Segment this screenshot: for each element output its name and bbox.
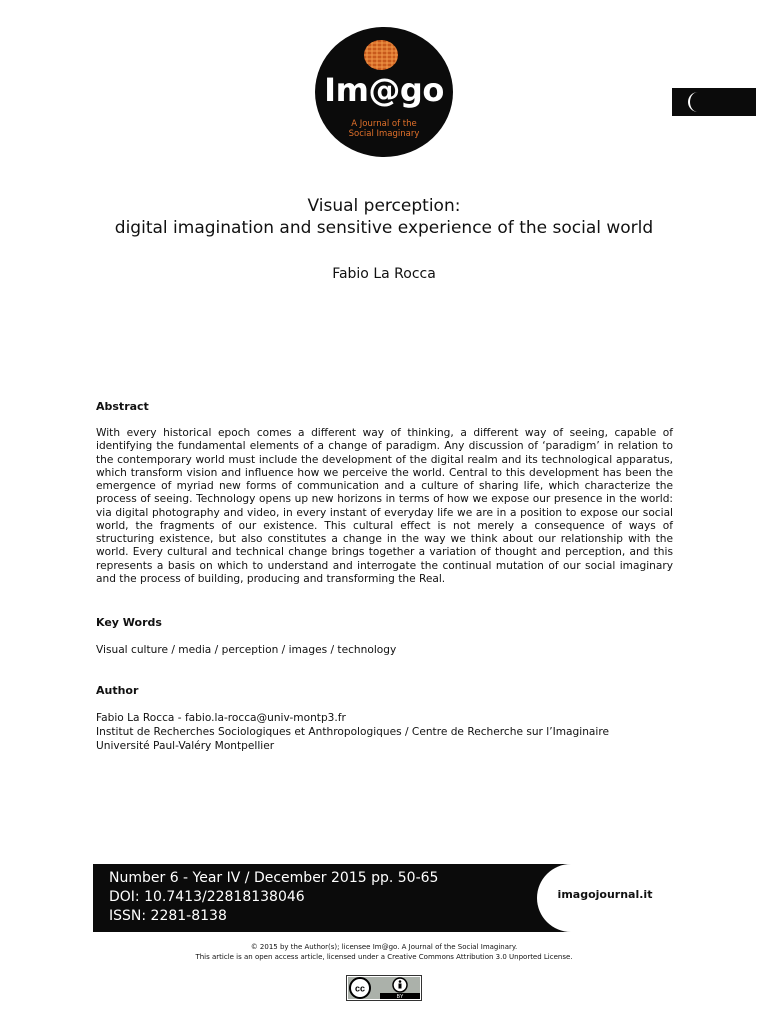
attribution-person-icon bbox=[393, 978, 407, 992]
issue-info bbox=[109, 869, 438, 926]
globe-icon bbox=[363, 39, 399, 71]
cc-by-license-badge[interactable] bbox=[346, 975, 422, 1001]
site-badge bbox=[537, 864, 673, 932]
author-institute-line: Institut de Recherches Sociologiques et Anthropologiques / Centre de Recherche sur l’Imaginaire bbox=[96, 726, 609, 738]
journal-logo bbox=[315, 27, 453, 157]
moon-tab bbox=[672, 88, 756, 116]
journal-site-link[interactable]: imagojournal.it bbox=[557, 888, 653, 901]
abstract-heading: Abstract bbox=[96, 400, 149, 413]
logo-subtitle-line-2: Social Imaginary bbox=[348, 129, 420, 139]
issue-number: Number 6 - Year IV / December 2015 pp. 50-65 bbox=[109, 870, 439, 886]
abstract-text: With every historical epoch comes a different way of thinking, a different way of seeing, capable of identifying the fundamental elements of a change of paradigm. Any discussion of ‘paradigm’ in relation to the contemporary world must include the development of the digital realm and its technological apparatus, which transform vision and influence how we perceive the world. Central to this development has been the emergence of myriad new forms of communication and a culture of sharing life, which characterize the process of seeing. Technology opens up new horizons in terms of how we expose our presence in the world: via digital photography and video, in every instant of everyday life we are in a position to expose our social world, the fragments of our existence. This cultural effect is not merely a consequence of ways of structuring existence, but also constitutes a change in the way we think about our relationship with the world. Every cultural and technical change brings together a variation of thought and perception, and this represents a basis on which to understand and interrogate the continual mutation of our social imaginary and the process of building, producing and transforming the Real. bbox=[96, 427, 673, 585]
author-email-line: Fabio La Rocca - fabio.la-rocca@univ-montp3.fr bbox=[96, 712, 346, 724]
issue-footer-bar bbox=[93, 864, 673, 932]
keywords-heading: Key Words bbox=[96, 616, 162, 629]
logo-subtitle bbox=[315, 119, 453, 139]
keywords-text: Visual culture / media / perception / images / technology bbox=[96, 644, 397, 656]
issue-issn: ISSN: 2281-8138 bbox=[109, 908, 227, 924]
license-copyright: © 2015 by the Author(s); licensee Im@go. A Journal of the Social Imaginary. bbox=[250, 943, 518, 951]
issue-doi: DOI: 10.7413/22818138046 bbox=[109, 889, 305, 905]
logo-subtitle-line-1: A Journal of the bbox=[351, 119, 417, 129]
article-title-line-2: digital imagination and sensitive experience of the social world bbox=[114, 218, 654, 238]
author-heading: Author bbox=[96, 684, 139, 697]
crescent-moon-icon bbox=[684, 90, 708, 114]
cc-mark: cc bbox=[354, 983, 366, 994]
logo-wordmark: Im@go bbox=[324, 71, 444, 109]
license-statement: This article is an open access article, licensed under a Creative Commons Attribution 3.0 Unported License. bbox=[195, 953, 573, 961]
article-title-line-1: Visual perception: bbox=[307, 196, 461, 216]
by-mark: BY bbox=[396, 994, 404, 1000]
author-university-line: Université Paul-Valéry Montpellier bbox=[96, 740, 275, 752]
article-author: Fabio La Rocca bbox=[332, 266, 436, 282]
